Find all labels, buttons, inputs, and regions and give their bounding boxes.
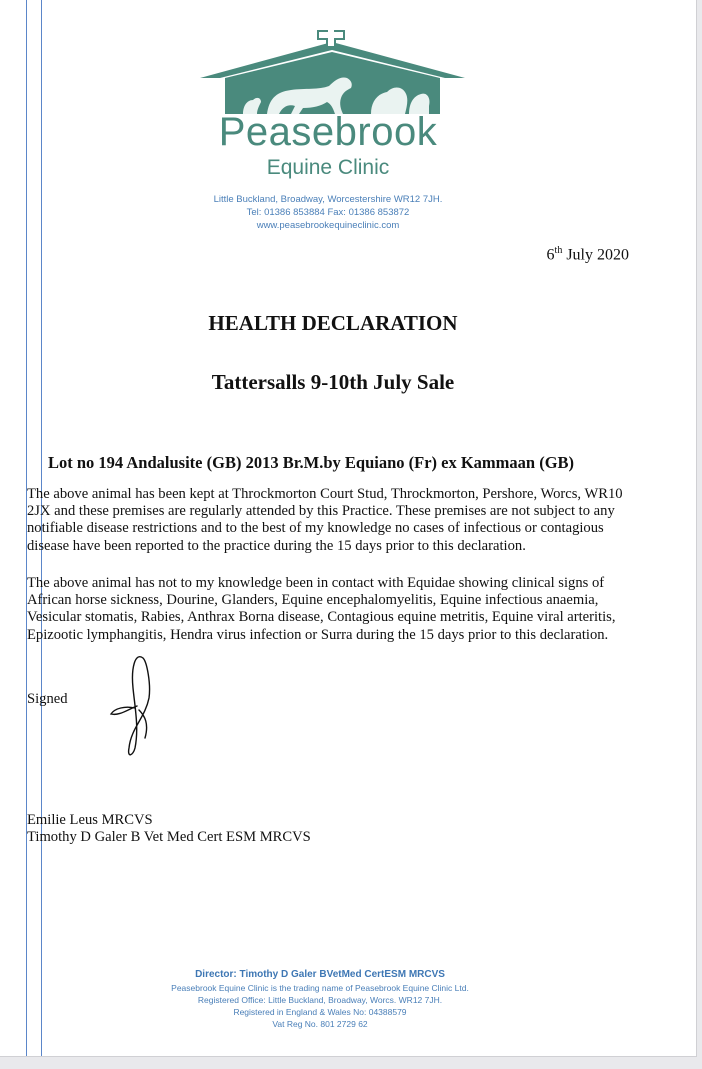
clinic-address: Little Buckland, Broadway, Worcestershire WR12 7JH. [213, 194, 443, 205]
date-day: 6 [546, 246, 555, 264]
clinic-name: Peasebrook [218, 110, 438, 154]
footer-registered: Registered in England & Wales No: 04388579 [233, 1007, 407, 1017]
footer-office: Registered Office: Little Buckland, Broadway, Worcs. WR12 7JH. [197, 995, 443, 1005]
lot-line: Lot no 194 Andalusite (GB) 2013 Br.M.by Equiano (Fr) ex Kammaan (GB) [48, 453, 575, 472]
declaration-paragraph-1: The above animal has been kept at Throckmorton Court Stud, Throckmorton, Pershore, Worcs, WR10 2JX and these premises are regularly attended by this Practice. These premises are not subject to any notifiable disease restrictions and to the best of my knowledge no cases of infectious or contagious disease have been reported to the practice during the 15 days prior to this declaration. [27, 486, 623, 554]
footer-director: Director: Timothy D Galer BVetMed CertESM MRCVS [195, 969, 445, 980]
signatory-1: Emilie Leus MRCVS [27, 812, 153, 828]
date-rest: July 2020 [562, 246, 629, 264]
document-subtitle: Tattersalls 9-10th July Sale [211, 370, 455, 394]
clinic-subname: Equine Clinic [266, 156, 390, 179]
date-suffix: th [554, 245, 563, 256]
footer-vat: Vat Reg No. 801 2729 62 [272, 1019, 368, 1029]
declaration-paragraph-2: The above animal has not to my knowledge been in contact with Equidae showing clinical signs of African horse sickness, Dourine, Glanders, Equine encephalomyelitis, Equine infectious anaemia, Vesicular stomatis, Rabies, Anthrax Borna disease, Contagious equine metritis, Equine viral arteritis, Epizootic lymphangitis, Hendra virus infection or Surra during the 15 days prior to this declaration. [27, 575, 616, 643]
footer-trading: Peasebrook Equine Clinic is the trading name of Peasebrook Equine Clinic Ltd. [171, 983, 469, 993]
document-title: HEALTH DECLARATION [208, 311, 458, 335]
letter-date [547, 245, 629, 264]
clinic-website[interactable]: www.peasebrookequineclinic.com [256, 220, 400, 231]
handwritten-signature [105, 648, 165, 763]
clinic-phone-fax: Tel: 01386 853884 Fax: 01386 853872 [246, 207, 410, 218]
signed-label: Signed [27, 691, 68, 707]
signatory-2: Timothy D Galer B Vet Med Cert ESM MRCVS [27, 829, 311, 845]
